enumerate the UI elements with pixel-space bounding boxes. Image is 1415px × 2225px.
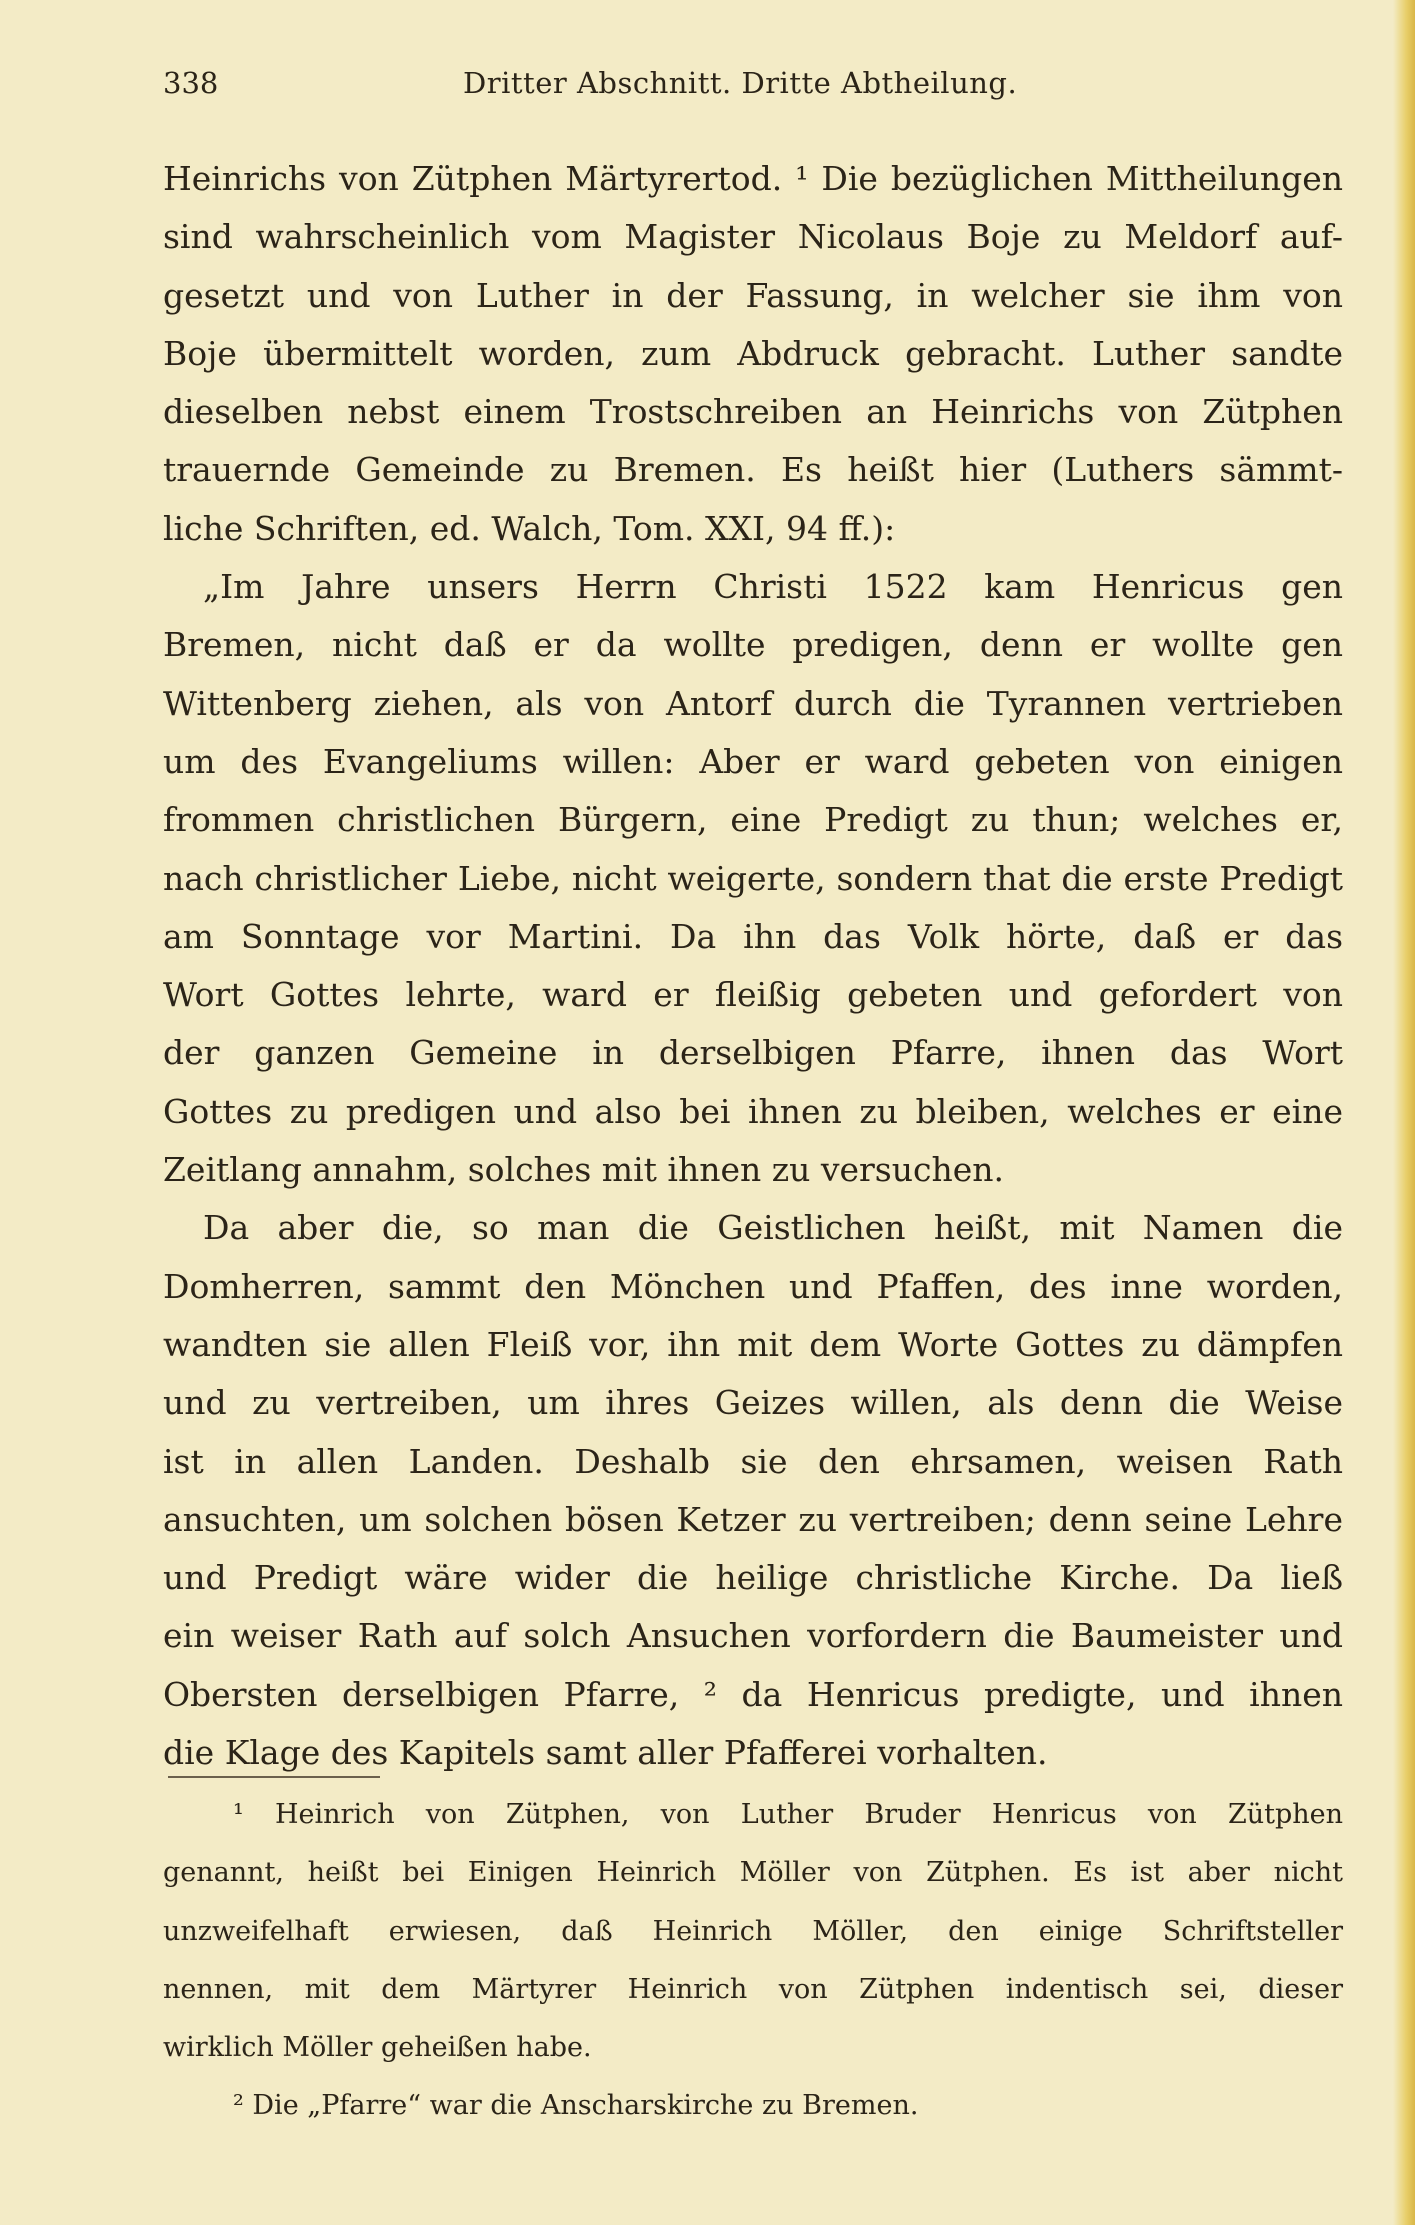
body-line: der ganzen Gemeine in derselbigen Pfarre, ihnen das Wort bbox=[163, 1033, 1343, 1073]
footnote-line: wirklich Möller geheißen habe. bbox=[163, 2032, 592, 2064]
body-line: Obersten derselbigen Pfarre, ² da Henricus predigte, und ihnen bbox=[163, 1674, 1343, 1714]
body-line: um des Evangeliums willen: Aber er ward gebeten von einigen bbox=[163, 741, 1343, 781]
page-header bbox=[163, 66, 1163, 112]
body-line: „Im Jahre unsers Herrn Christi 1522 kam Henricus gen bbox=[203, 567, 1343, 607]
footnotes bbox=[163, 1795, 1343, 2145]
body-line: die Klage des Kapitels samt aller Pfafferei vorhalten. bbox=[163, 1733, 1048, 1773]
running-head: Dritter Abschnitt. Dritte Abtheilung. bbox=[463, 66, 1018, 100]
body-line: Domherren, sammt den Mönchen und Pfaffen, des inne worden, bbox=[163, 1266, 1343, 1306]
body-line: ist in allen Landen. Deshalb sie den ehrsamen, weisen Rath bbox=[163, 1441, 1343, 1481]
body-line: sind wahrscheinlich vom Magister Nicolaus Boje zu Meldorf auf- bbox=[163, 217, 1343, 257]
body-line: nach christlicher Liebe, nicht weigerte, sondern that die erste Predigt bbox=[163, 858, 1343, 898]
footnote-line: unzweifelhaft erwiesen, daß Heinrich Möller, den einige Schriftsteller bbox=[163, 1915, 1343, 1947]
page-number: 338 bbox=[163, 66, 219, 100]
body-line: Boje übermittelt worden, zum Abdruck gebracht. Luther sandte bbox=[163, 333, 1343, 373]
body-text bbox=[163, 150, 1343, 1782]
footnote-line: ² Die „Pfarre“ war die Anscharskirche zu Bremen. bbox=[233, 2090, 919, 2122]
footnote-line: genannt, heißt bei Einigen Heinrich Möller von Zütphen. Es ist aber nicht bbox=[163, 1857, 1343, 1889]
body-line: Heinrichs von Zütphen Märtyrertod. ¹ Die bezüglichen Mittheilungen bbox=[163, 159, 1343, 198]
body-line: am Sonntage vor Martini. Da ihn das Volk hörte, daß er das bbox=[163, 916, 1343, 956]
body-line: und Predigt wäre wider die heilige christliche Kirche. Da ließ bbox=[163, 1558, 1343, 1598]
body-line: und zu vertreiben, um ihres Geizes willen, als denn die Weise bbox=[163, 1383, 1343, 1423]
body-line: ansuchten, um solchen bösen Ketzer zu vertreiben; denn seine Lehre bbox=[163, 1499, 1343, 1539]
body-line: Bremen, nicht daß er da wollte predigen, denn er wollte gen bbox=[163, 625, 1343, 665]
body-line: Da aber die, so man die Geistlichen heißt, mit Namen die bbox=[203, 1208, 1343, 1248]
body-line: frommen christlichen Bürgern, eine Predigt zu thun; welches er, bbox=[163, 800, 1343, 840]
footnote-line: nennen, mit dem Märtyrer Heinrich von Zütphen indentisch sei, dieser bbox=[163, 1973, 1343, 2005]
body-line: dieselben nebst einem Trostschreiben an Heinrichs von Zütphen bbox=[163, 392, 1343, 432]
body-line: gesetzt und von Luther in der Fassung, in welcher sie ihm von bbox=[163, 275, 1343, 315]
page-edge bbox=[1393, 0, 1415, 2225]
body-line: Wort Gottes lehrte, ward er fleißig gebeten und gefordert von bbox=[163, 975, 1343, 1015]
body-line: Zeitlang annahm, solches mit ihnen zu versuchen. bbox=[163, 1150, 1005, 1190]
body-line: ein weiser Rath auf solch Ansuchen vorfordern die Baumeister und bbox=[163, 1616, 1343, 1656]
body-line: Wittenberg ziehen, als von Antorf durch die Tyrannen vertrieben bbox=[163, 683, 1343, 723]
footnote-rule bbox=[168, 1776, 380, 1778]
body-line: liche Schriften, ed. Walch, Tom. XXI, 94 ff.): bbox=[163, 508, 896, 548]
body-line: trauernde Gemeinde zu Bremen. Es heißt hier (Luthers sämmt- bbox=[163, 450, 1343, 490]
body-line: Gottes zu predigen und also bei ihnen zu bleiben, welches er eine bbox=[163, 1091, 1343, 1131]
footnote-line: ¹ Heinrich von Zütphen, von Luther Bruder Henricus von Zütphen bbox=[233, 1799, 1343, 1830]
body-line: wandten sie allen Fleiß vor, ihn mit dem Worte Gottes zu dämpfen bbox=[163, 1324, 1343, 1364]
